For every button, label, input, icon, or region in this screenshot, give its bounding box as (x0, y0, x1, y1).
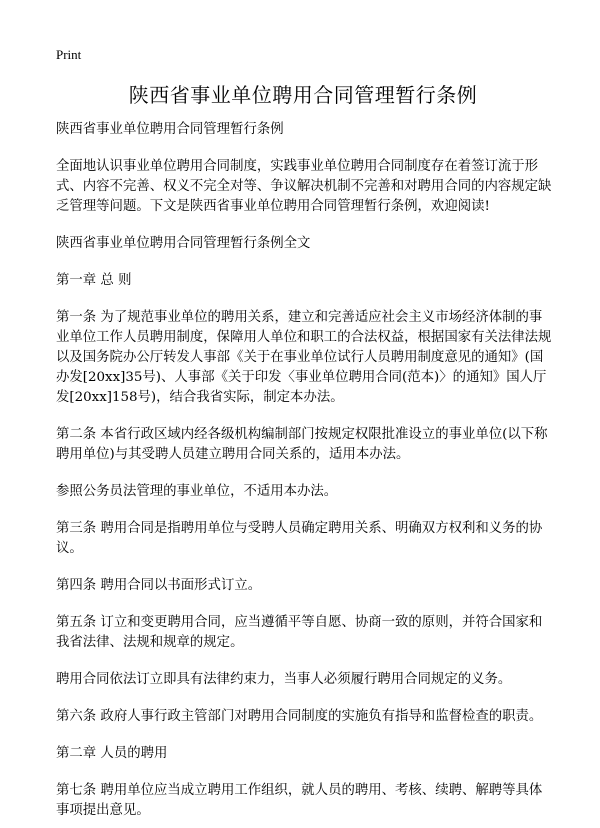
document-body (56, 120, 554, 821)
paragraph-intro: 全面地认识事业单位聘用合同制度，实践事业单位聘用合同制度存在着签订流于形式、内容不完善、权义不完全对等、争议解决机制不完善和对聘用合同的内容规定缺乏管理等问题。下文是陕西省事业单位聘用合同管理暂行条例，欢迎阅读! (56, 159, 552, 214)
chapter-1-heading: 第一章 总 则 (56, 273, 132, 288)
article-2: 第二条 本省行政区域内经各级机构编制部门按规定权限批准设立的事业单位(以下称聘用单位)与其受聘人员建立聘用合同关系的，适用本办法。 (56, 427, 548, 462)
paragraph-subtitle: 陕西省事业单位聘用合同管理暂行条例 (56, 122, 284, 137)
article-6: 第六条 政府人事行政主管部门对聘用合同制度的实施负有指导和监督检查的职责。 (56, 709, 543, 724)
paragraph-fulltext-heading: 陕西省事业单位聘用合同管理暂行条例全文 (56, 236, 311, 251)
article-5: 第五条 订立和变更聘用合同，应当遵循平等自愿、协商一致的原则，并符合国家和我省法律、法规和规章的规定。 (56, 615, 543, 650)
chapter-2-heading: 第二章 人员的聘用 (56, 746, 168, 761)
article-2-note: 参照公务员法管理的事业单位，不适用本办法。 (56, 484, 338, 499)
document-title: 陕西省事业单位聘用合同管理暂行条例 (128, 83, 478, 107)
article-1: 第一条 为了规范事业单位的聘用关系，建立和完善适应社会主义市场经济体制的事业单位工作人员聘用制度，保障用人单位和职工的合法权益，根据国家有关法律法规以及国务院办公厅转发人事部《关于在事业单位试行人员聘用制度意见的通知》(国办发[20xx]35号)、人事部《关于印发〈事业单位聘用合同(范本)〉的通知》国人厅发[20xx]158号)，结合我省实际，制定本办法。 (56, 310, 552, 405)
article-4: 第四条 聘用合同以书面形式订立。 (56, 578, 262, 593)
article-3: 第三条 聘用合同是指聘用单位与受聘人员确定聘用关系、明确双方权利和义务的协议。 (56, 521, 543, 556)
article-5-note: 聘用合同依法订立即具有法律约束力，当事人必须履行聘用合同规定的义务。 (56, 672, 512, 687)
article-7: 第七条 聘用单位应当成立聘用工作组织，就人员的聘用、考核、续聘、解聘等具体事项提出意见。 (56, 783, 543, 818)
print-link[interactable]: Print (56, 47, 82, 62)
